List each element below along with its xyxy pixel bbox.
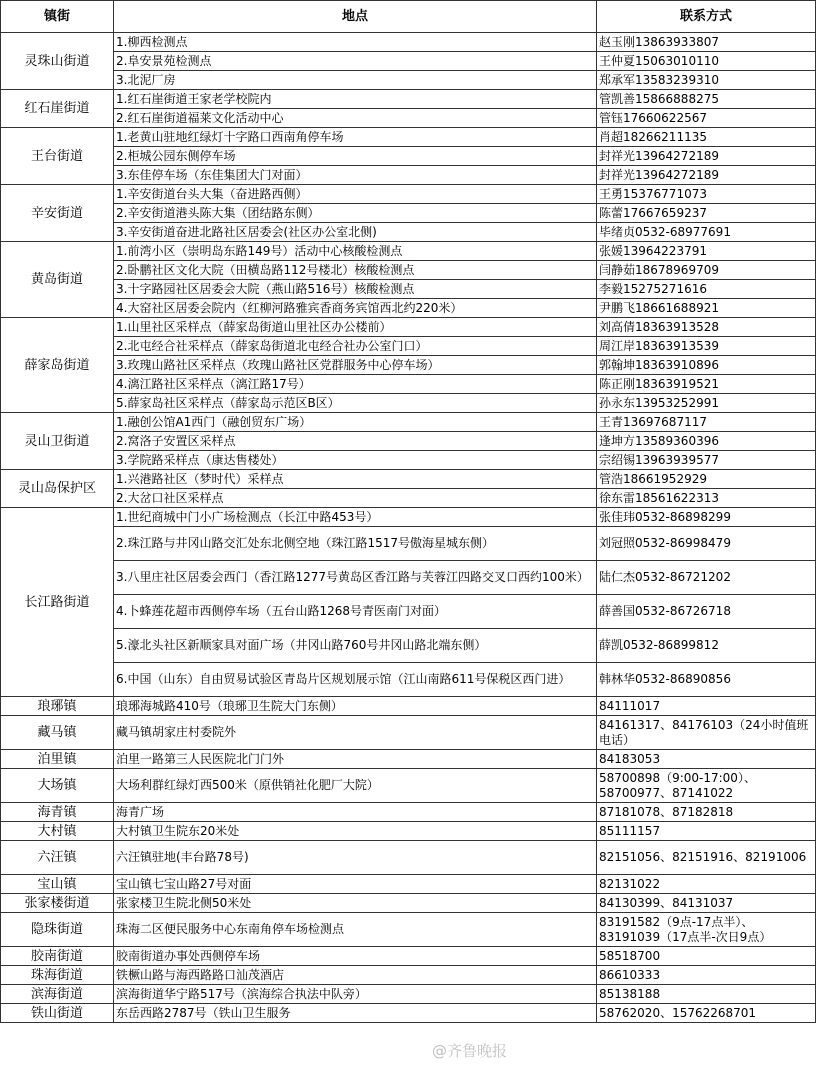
table-row [1,841,816,875]
contact-cell: 宗绍锡13963939577 [597,451,816,470]
location-cell: 滨海街道华宁路517号（滨海综合执法中队旁） [114,985,597,1004]
town-cell: 红石崖街道 [1,90,114,128]
table-row [1,242,816,261]
table-row [1,356,816,375]
table-row [1,166,816,185]
table-row [1,561,816,595]
town-cell: 隐珠街道 [1,913,114,947]
table-row [1,663,816,697]
contact-cell: 管钰17660622567 [597,109,816,128]
table-row [1,595,816,629]
table-row [1,128,816,147]
contact-cell: 逢坤方13589360396 [597,432,816,451]
table-row [1,394,816,413]
table-row [1,470,816,489]
location-cell: 3.十字路园社区居委会大院（燕山路516号）核酸检测点 [114,280,597,299]
location-cell: 4.大窑社区居委会院内（红柳河路雅宾香商务宾馆西北约220米） [114,299,597,318]
contact-cell: 赵玉刚13863933807 [597,33,816,52]
town-cell: 琅琊镇 [1,697,114,716]
contact-cell: 王仲夏15063010110 [597,52,816,71]
location-cell: 宝山镇七宝山路27号对面 [114,875,597,894]
table-row [1,413,816,432]
table-row [1,985,816,1004]
contact-cell: 85138188 [597,985,816,1004]
location-cell: 2.辛安街道港头陈大集（团结路东侧） [114,204,597,223]
table-row [1,803,816,822]
location-cell: 3.东佳停车场（东佳集团大门对面） [114,166,597,185]
town-cell: 长江路街道 [1,508,114,697]
location-cell: 1.世纪商城中门小广场检测点（长江中路453号） [114,508,597,527]
location-cell: 1.老黄山驻地红绿灯十字路口西南角停车场 [114,128,597,147]
town-cell: 大场镇 [1,769,114,803]
contact-cell: 刘高倩18363913528 [597,318,816,337]
location-cell: 2.大岔口社区采样点 [114,489,597,508]
location-cell: 3.玫瑰山路社区采样点（玫瑰山路社区党群服务中心停车场） [114,356,597,375]
table-row [1,204,816,223]
town-cell: 海青镇 [1,803,114,822]
location-cell: 2.卧鹏社区文化大院（田横岛路112号楼北）核酸检测点 [114,261,597,280]
contact-cell: 李毅15275271616 [597,280,816,299]
table-row [1,966,816,985]
header-location: 地点 [114,1,597,33]
town-cell: 王台街道 [1,128,114,185]
location-cell: 2.窝洛子安置区采样点 [114,432,597,451]
contact-cell: 刘冠照0532-86998479 [597,527,816,561]
table-row [1,1004,816,1023]
location-cell: 1.柳西检测点 [114,33,597,52]
table-row [1,147,816,166]
location-cell: 泊里一路第三人民医院北门门外 [114,750,597,769]
watermark: @齐鲁晚报 [432,1042,508,1060]
table-row [1,947,816,966]
town-cell: 铁山街道 [1,1004,114,1023]
table-row [1,508,816,527]
location-cell: 2.柜城公园东侧停车场 [114,147,597,166]
location-cell: 六汪镇驻地(丰台路78号) [114,841,597,875]
header-town: 镇街 [1,1,114,33]
contact-cell: 85111157 [597,822,816,841]
location-cell: 东岳西路2787号（铁山卫生服务 [114,1004,597,1023]
contact-cell: 郭翰坤18363910896 [597,356,816,375]
location-cell: 3.学院路采样点（康达售楼处） [114,451,597,470]
contact-cell: 孙永东13953252991 [597,394,816,413]
location-cell: 2.珠江路与井冈山路交汇处东北侧空地（珠江路1517号傲海星城东侧） [114,527,597,561]
table-row [1,318,816,337]
table-row [1,913,816,947]
location-cell: 5.薛家岛社区采样点（薛家岛示范区B区） [114,394,597,413]
table-row [1,261,816,280]
header-contact: 联系方式 [597,1,816,33]
location-cell: 1.山里社区采样点（薛家岛街道山里社区办公楼前） [114,318,597,337]
location-cell: 大场利群红绿灯西500米（原供销社化肥厂大院） [114,769,597,803]
table-row [1,280,816,299]
contact-cell: 陆仁杰0532-86721202 [597,561,816,595]
contact-cell: 闫静茹18678969709 [597,261,816,280]
table-row [1,451,816,470]
location-cell: 2.北屯经合社采样点（薛家岛街道北屯经合社办公室门口） [114,337,597,356]
contact-cell: 周江岸18363913539 [597,337,816,356]
table-row [1,299,816,318]
town-cell: 藏马镇 [1,716,114,750]
contact-cell: 58762020、15762268701 [597,1004,816,1023]
contact-cell: 87181078、87182818 [597,803,816,822]
town-cell: 胶南街道 [1,947,114,966]
table-row [1,489,816,508]
location-cell: 1.辛安街道台头大集（奋进路西侧） [114,185,597,204]
location-cell: 1.前湾小区（崇明岛东路149号）活动中心核酸检测点 [114,242,597,261]
contact-cell: 张媛13964223791 [597,242,816,261]
contact-cell: 陈蕾17667659237 [597,204,816,223]
table-row [1,185,816,204]
contact-cell: 84161317、84176103（24小时值班电话） [597,716,816,750]
table-row [1,90,816,109]
town-cell: 滨海街道 [1,985,114,1004]
town-cell: 张家楼街道 [1,894,114,913]
table-row [1,52,816,71]
contact-cell: 徐东雷18561622313 [597,489,816,508]
location-cell: 张家楼卫生院北侧50米处 [114,894,597,913]
location-cell: 琅琊海城路410号（琅琊卫生院大门东侧） [114,697,597,716]
table-row [1,337,816,356]
contact-cell: 封祥光13964272189 [597,147,816,166]
contact-cell: 薛凯0532-86899812 [597,629,816,663]
contact-cell: 张佳玮0532-86898299 [597,508,816,527]
table-row [1,629,816,663]
town-cell: 辛安街道 [1,185,114,242]
contact-cell: 82131022 [597,875,816,894]
contact-cell: 58518700 [597,947,816,966]
location-cell: 1.融创公馆A1西门（融创贸东广场） [114,413,597,432]
table-row [1,33,816,52]
town-cell: 六汪镇 [1,841,114,875]
town-cell: 大村镇 [1,822,114,841]
location-cell: 5.濠北头社区新顺家具对面广场（井冈山路760号井冈山路北端东侧） [114,629,597,663]
location-cell: 1.红石崖街道王家老学校院内 [114,90,597,109]
contact-cell: 58700898（9:00-17:00）、58700977、87141022 [597,769,816,803]
contact-cell: 王青13697687117 [597,413,816,432]
town-cell: 泊里镇 [1,750,114,769]
location-cell: 铁橛山路与海西路路口汕茂酒店 [114,966,597,985]
location-cell: 海青广场 [114,803,597,822]
location-cell: 2.阜安景苑检测点 [114,52,597,71]
contact-cell: 薛善国0532-86726718 [597,595,816,629]
location-cell: 3.八里庄社区居委会西门（香江路1277号黄岛区香江路与芙蓉江四路交叉口西约100米） [114,561,597,595]
town-cell: 灵山卫街道 [1,413,114,470]
contact-cell: 86610333 [597,966,816,985]
location-cell: 6.中国（山东）自由贸易试验区青岛片区规划展示馆（江山南路611号保税区西门进） [114,663,597,697]
table-row [1,375,816,394]
location-cell: 藏马镇胡家庄村委院外 [114,716,597,750]
contact-cell: 84111017 [597,697,816,716]
table-row [1,750,816,769]
location-cell: 珠海二区便民服务中心东南角停车场检测点 [114,913,597,947]
location-cell: 大村镇卫生院东20米处 [114,822,597,841]
contact-cell: 管浩18661952929 [597,470,816,489]
location-cell: 1.兴港路社区（梦时代）采样点 [114,470,597,489]
table-row [1,109,816,128]
town-cell: 宝山镇 [1,875,114,894]
table-row [1,894,816,913]
table-row [1,822,816,841]
table-row [1,769,816,803]
location-cell: 4.卜蜂莲花超市西侧停车场（五台山路1268号青医南门对面） [114,595,597,629]
table-row [1,223,816,242]
table-row [1,527,816,561]
contact-cell: 84130399、84131037 [597,894,816,913]
table-row [1,716,816,750]
contact-cell: 封祥光13964272189 [597,166,816,185]
table-row [1,875,816,894]
contact-cell: 尹鹏飞18661688921 [597,299,816,318]
contact-cell: 管凯善15866888275 [597,90,816,109]
location-cell: 3.北泥厂房 [114,71,597,90]
location-cell: 2.红石崖街道福莱文化活动中心 [114,109,597,128]
location-cell: 4.漓江路社区采样点（漓江路17号） [114,375,597,394]
table-row [1,697,816,716]
contact-cell: 83191582（9点-17点半）、83191039（17点半-次日9点） [597,913,816,947]
town-cell: 灵山岛保护区 [1,470,114,508]
contact-cell: 韩林华0532-86890856 [597,663,816,697]
location-cell: 胶南街道办事处西侧停车场 [114,947,597,966]
contact-cell: 84183053 [597,750,816,769]
contact-cell: 郑承军13583239310 [597,71,816,90]
contact-cell: 毕绪贞0532-68977691 [597,223,816,242]
location-cell: 3.辛安街道奋进北路社区居委会(社区办公室北侧) [114,223,597,242]
table-row [1,71,816,90]
header-row [1,1,816,33]
contact-cell: 王勇15376771073 [597,185,816,204]
town-cell: 灵珠山街道 [1,33,114,90]
town-cell: 珠海街道 [1,966,114,985]
contact-cell: 82151056、82151916、82191006 [597,841,816,875]
contact-cell: 陈正刚18363919521 [597,375,816,394]
town-cell: 黄岛街道 [1,242,114,318]
contact-cell: 肖超18266211135 [597,128,816,147]
table-row [1,432,816,451]
table-body [1,33,816,1023]
town-cell: 薛家岛街道 [1,318,114,413]
